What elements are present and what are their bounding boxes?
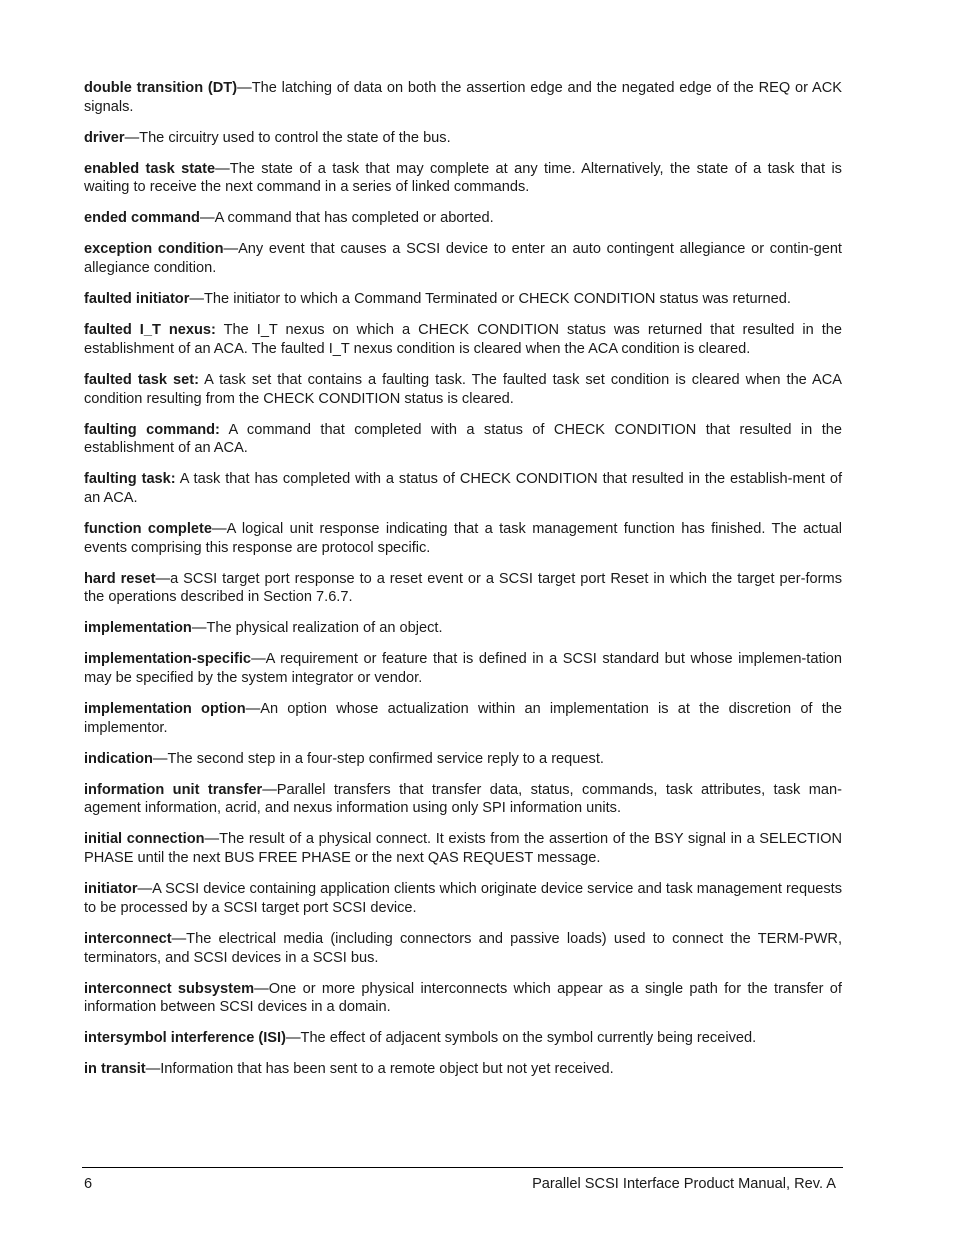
glossary-definition: A task set that contains a faulting task. The faulted task set condition is cleared when the ACA condition resulting from the CHECK CONDITION status is cleared. (84, 371, 842, 407)
glossary-definition: —Any event that causes a SCSI device to enter an auto contingent allegiance or contin-gent allegiance condition. (84, 241, 842, 277)
glossary-definition: —Parallel transfers that transfer data, status, commands, task attributes, task man-agement information, acrid, and nexus information using only SPI information units. (84, 781, 842, 817)
glossary-definition: —Information that has been sent to a remote object but not yet received. (145, 1061, 614, 1078)
glossary-term: double transition (DT) (84, 80, 238, 96)
glossary-definition: —A command that has completed or aborted. (199, 210, 494, 227)
glossary-entry (84, 700, 842, 737)
glossary-list (84, 79, 842, 1091)
glossary-entry (84, 129, 842, 148)
glossary-term: interconnect (84, 930, 172, 947)
glossary-term: exception condition (84, 241, 224, 258)
glossary-definition: —The second step in a four-step confirmed service reply to a request. (152, 750, 604, 767)
glossary-entry (84, 520, 842, 557)
glossary-term: in transit (84, 1061, 146, 1078)
glossary-definition: —a SCSI target port response to a reset event or a SCSI target port Reset in which the target per-forms the operations described in Section 7.6.7. (84, 570, 842, 606)
glossary-entry (84, 470, 842, 507)
glossary-definition: A command that completed with a status of CHECK CONDITION that resulted in the establishment of an ACA. (84, 421, 842, 457)
glossary-entry (84, 160, 842, 197)
glossary-entry (84, 980, 842, 1017)
glossary-definition: —An option whose actualization within an implementation is at the discretion of the implementor. (84, 701, 842, 736)
page-number: 6 (84, 1176, 93, 1192)
glossary-term: interconnect subsystem (84, 980, 255, 997)
glossary-definition: —The initiator to which a Command Terminated or CHECK CONDITION status was returned. (189, 291, 791, 308)
glossary-entry (84, 240, 842, 277)
glossary-entry (84, 880, 842, 917)
glossary-definition: —The result of a physical connect. It exists from the assertion of the BSY signal in a SELECTION PHASE until the next BUS FREE PHASE or the next QAS REQUEST message. (84, 831, 843, 867)
glossary-definition: A task that has completed with a status of CHECK CONDITION that resulted in the establish-ment of an ACA. (84, 471, 842, 506)
glossary-entry (84, 321, 842, 358)
glossary-term: intersymbol interference (ISI) (84, 1030, 286, 1047)
glossary-term: driver (84, 129, 125, 146)
glossary-term: indication (84, 750, 153, 767)
glossary-definition: —A logical unit response indicating that a task management function has finished. The actual events comprising this response are protocol specific. (84, 520, 843, 556)
glossary-term: faulting task: (84, 471, 176, 488)
glossary-term: implementation option (84, 701, 246, 718)
glossary-entry (84, 830, 842, 867)
glossary-entry (84, 619, 842, 638)
glossary-definition: —The latching of data on both the assertion edge and the negated edge of the REQ or ACK signals. (84, 80, 842, 115)
glossary-term: faulted I_T nexus: (84, 322, 216, 339)
glossary-entry (84, 1029, 842, 1048)
glossary-entry (84, 79, 842, 116)
glossary-term: faulted initiator (84, 291, 190, 308)
glossary-term: faulting command: (84, 421, 220, 438)
glossary-entry (84, 930, 842, 967)
glossary-term: enabled task state (84, 160, 216, 177)
document-title: Parallel SCSI Interface Product Manual, Rev. A (532, 1176, 836, 1192)
glossary-entry (84, 750, 842, 769)
glossary-term: implementation-specific (84, 651, 252, 668)
glossary-entry (84, 209, 842, 228)
glossary-term: information unit transfer (84, 781, 263, 798)
glossary-term: ended command (84, 210, 200, 227)
glossary-definition: —The electrical media (including connectors and passive loads) used to connect the TERM-PWR, terminators, and SCSI devices in a SCSI bus. (84, 930, 842, 966)
glossary-definition: —The circuitry used to control the state of the bus. (124, 129, 451, 146)
glossary-definition: —A requirement or feature that is defined in a SCSI standard but whose implemen-tation may be specified by the system integrator or vendor. (84, 651, 842, 687)
glossary-entry (84, 371, 842, 408)
footer-divider (82, 1167, 843, 1168)
glossary-definition: —The effect of adjacent symbols on the symbol currently being received. (285, 1030, 757, 1047)
glossary-term: hard reset (84, 570, 156, 587)
glossary-entry (84, 421, 842, 458)
glossary-entry (84, 650, 842, 687)
glossary-term: initial connection (84, 831, 205, 848)
glossary-definition: —A SCSI device containing application clients which originate device service and task management requests to be processed by a SCSI target port SCSI device. (84, 881, 842, 916)
glossary-entry (84, 781, 842, 818)
glossary-definition: —The physical realization of an object. (191, 620, 443, 637)
glossary-entry (84, 570, 842, 607)
glossary-term: implementation (84, 620, 192, 637)
glossary-term: faulted task set: (84, 371, 199, 388)
glossary-entry (84, 290, 842, 309)
glossary-definition: The I_T nexus on which a CHECK CONDITION status was returned that resulted in the establishment of an ACA. The faulted I_T nexus condition is cleared when the ACA condition is cleared. (84, 322, 842, 357)
glossary-definition: —One or more physical interconnects which appear as a single path for the transfer of information between SCSI devices in a domain. (84, 980, 842, 1016)
glossary-term: initiator (84, 881, 138, 898)
glossary-definition: —The state of a task that may complete at any time. Alternatively, the state of a task that is waiting to receive the next command in a series of linked commands. (84, 160, 842, 196)
glossary-term: function complete (84, 520, 212, 537)
glossary-entry (84, 1060, 842, 1079)
